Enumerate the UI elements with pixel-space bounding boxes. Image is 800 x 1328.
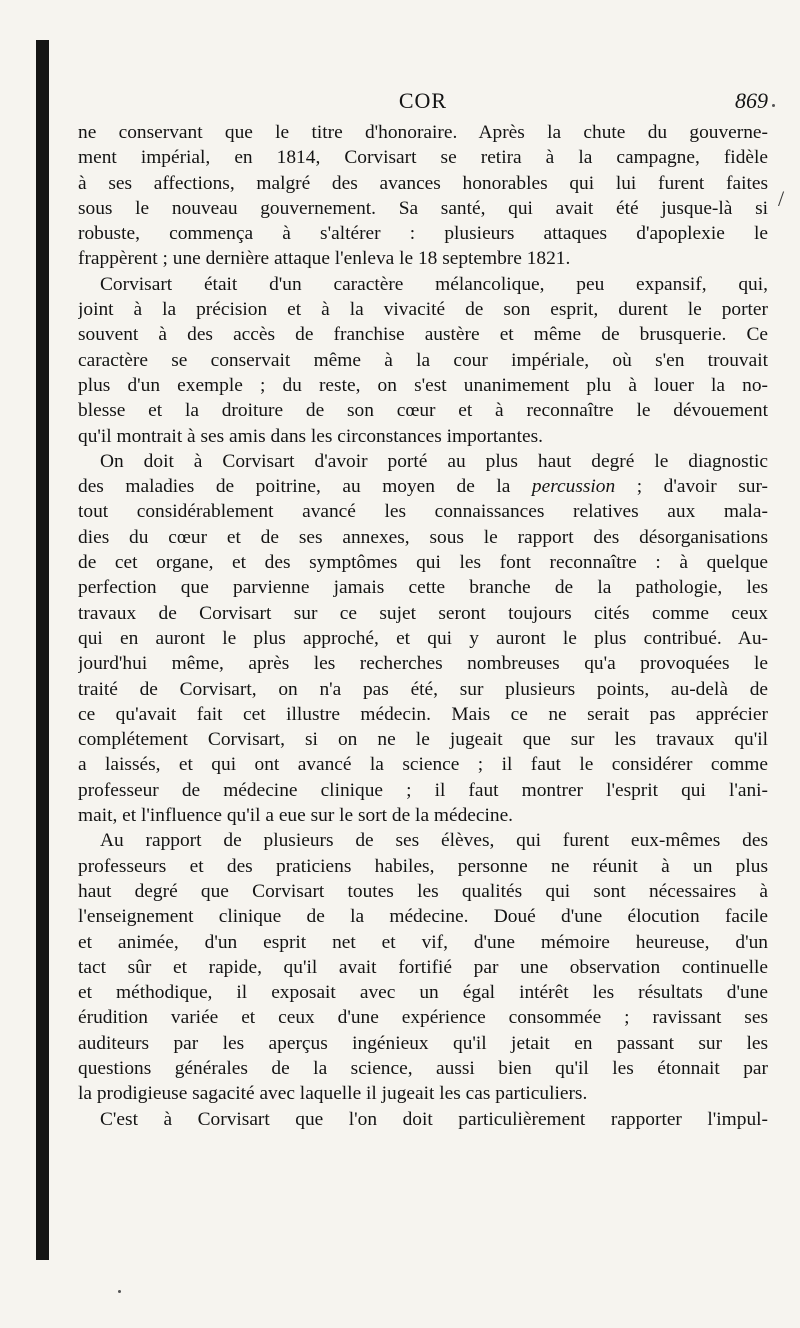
running-head-title: COR (398, 88, 448, 113)
text-line: a laissés, et qui ont avancé la science ; il faut le considérer comme (78, 754, 768, 776)
text-line: travaux de Corvisart sur ce sujet seront toujours cités comme ceux (78, 602, 768, 624)
text-line: C'est à Corvisart que l'on doit particulièrement rapporter l'impul- (100, 1108, 768, 1130)
text-line: frappèrent ; une dernière attaque l'enleva le 18 septembre 1821. (78, 248, 571, 270)
text-line: Corvisart était d'un caractère mélancolique, peu expansif, qui, (100, 273, 768, 295)
body-text (78, 120, 768, 1132)
text-line: ce qu'avait fait cet illustre médecin. Mais ce ne serait pas apprécier (78, 703, 768, 725)
text-line: questions générales de la science, aussi bien qu'il les étonnait par (78, 1057, 768, 1079)
text-line: tout considérablement avancé les connaissances relatives aux mala- (78, 501, 768, 523)
text-line: ne conservant que le titre d'honoraire. Après la chute du gouverne- (78, 122, 768, 143)
text-line: qui en auront le plus approché, et qui y auront le plus contribué. Au- (78, 627, 768, 649)
binding-edge-shadow (36, 40, 49, 1260)
text-line: qu'il montrait à ses amis dans les circonstances importantes. (78, 425, 543, 447)
text-line: plus d'un exemple ; du reste, on s'est unanimement plu à louer la no- (78, 374, 768, 396)
text-line: professeurs et des praticiens habiles, personne ne réunit à un plus (78, 855, 768, 877)
ink-speck (772, 104, 775, 107)
text-line: dies du cœur et de ses annexes, sous le rapport des désorganisations (78, 526, 768, 548)
text-line: robuste, commença à s'altérer : plusieurs attaques d'apoplexie le (78, 223, 768, 245)
text-line: jourd'hui même, après les recherches nombreuses qu'a provoquées le (78, 653, 768, 675)
text-line: complétement Corvisart, si on ne le jugeait que sur les travaux qu'il (78, 729, 768, 751)
text-line: perfection que parvienne jamais cette branche de la pathologie, les (78, 577, 768, 599)
running-head (78, 88, 768, 120)
text-line: l'enseignement clinique de la médecine. Doué d'une élocution facile (78, 906, 768, 928)
text-line: auditeurs par les aperçus ingénieux qu'il jetait en passant sur les (78, 1032, 768, 1054)
text-line: et animée, d'un esprit net et vif, d'une mémoire heureuse, d'un (78, 931, 768, 953)
text-line: érudition variée et ceux d'une expérience consommée ; ravissant ses (78, 1007, 768, 1029)
text-line: la prodigieuse sagacité avec laquelle il jugeait les cas particuliers. (78, 1083, 588, 1105)
text-line: des maladies de poitrine, au moyen de la percussion ; d'avoir sur- (78, 476, 768, 498)
text-line: sous le nouveau gouvernement. Sa santé, qui avait été jusque-là si (78, 197, 768, 219)
text-line: Au rapport de plusieurs de ses élèves, qui furent eux-mêmes des (100, 830, 768, 852)
text-line: traité de Corvisart, on n'a pas été, sur plusieurs points, au-delà de (78, 678, 768, 700)
text-line: haut degré que Corvisart toutes les qualités qui sont nécessaires à (78, 880, 768, 902)
text-line: et méthodique, il exposait avec un égal intérêt les résultats d'une (78, 982, 768, 1004)
text-line: ment impérial, en 1814, Corvisart se retira à la campagne, fidèle (78, 147, 768, 169)
text-line: joint à la précision et à la vivacité de son esprit, durent le porter (78, 299, 768, 321)
italic-term: percussion (531, 476, 616, 498)
text-line: de cet organe, et des symptômes qui les font reconnaître : à quelque (78, 552, 768, 574)
text-line: à ses affections, malgré des avances honorables qui lui furent faites (78, 172, 768, 194)
text-line: mait, et l'influence qu'il a eue sur le sort de la médecine. (78, 805, 514, 827)
text-line: blesse et la droiture de son cœur et à reconnaître le dévouement (78, 400, 768, 422)
text-line: professeur de médecine clinique ; il faut montrer l'esprit qui l'ani- (78, 779, 768, 801)
text-line: On doit à Corvisart d'avoir porté au plus haut degré le diagnostic (100, 450, 768, 472)
text-line: souvent à des accès de franchise austère et même de brusquerie. Ce (78, 324, 768, 346)
margin-mark: / (778, 186, 785, 211)
text-line: tact sûr et rapide, qu'il avait fortifié par une observation continuelle (78, 956, 768, 978)
page-number: 869 (735, 88, 768, 113)
text-line: caractère se conservait même à la cour impériale, où s'en trouvait (78, 349, 768, 371)
ink-speck (118, 1290, 121, 1293)
